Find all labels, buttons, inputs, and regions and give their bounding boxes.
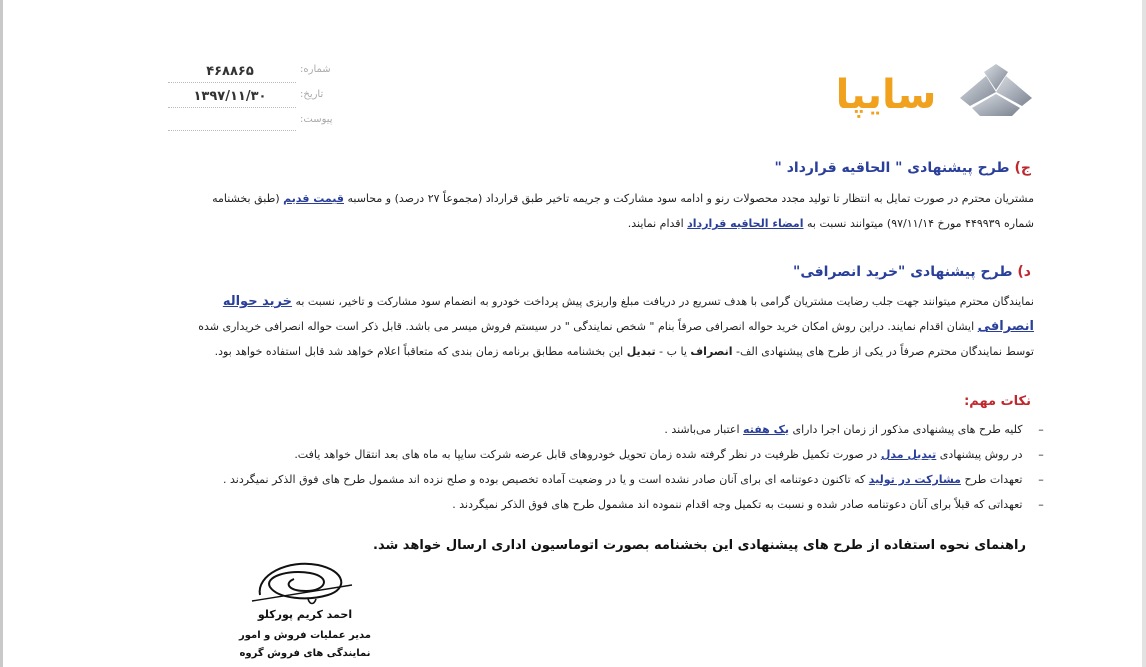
note-4-text: تعهداتی که قبلاً برای آنان دعوتنامه صادر شده و نسبت به تکمیل وجه اقدام ننموده اند مشمول طرح های فوق الذکر نمیگردند . xyxy=(452,498,1023,511)
withdrawal-bold: انصراف xyxy=(690,345,733,358)
old-price-highlight: قیمت قدیم xyxy=(283,192,344,205)
logo-text: سایپا xyxy=(835,72,937,118)
attachment-dots xyxy=(168,130,296,131)
sign-amendment-highlight: امضاء الحاقیه قرارداد xyxy=(687,217,804,230)
note-item-4 xyxy=(156,495,1056,515)
model-change-highlight: تبدیل مدل xyxy=(880,448,937,461)
saipa-logo-icon xyxy=(956,62,1036,120)
note-3-start: تعهدات طرح xyxy=(964,473,1023,486)
note-2-start: در روش پیشنهادی xyxy=(939,448,1023,461)
date-dots xyxy=(168,107,296,108)
note-dash: – xyxy=(1038,448,1044,461)
section-d-title-text: طرح پیشنهادی "خرید انصرافی" xyxy=(793,264,1013,280)
number-dots xyxy=(168,82,296,83)
note-item-3 xyxy=(156,470,1056,490)
note-3-end: که تاکنون دعوتنامه ای برای آنان صادر نشده است و یا در وضعیت آماده تخصیص بوده و صلح نزده اند مشمول طرح های فوق الذکر نمیگردند . xyxy=(222,473,866,486)
notes-title: نکات مهم: xyxy=(964,394,1031,409)
section-d-line-2 xyxy=(44,314,1034,339)
number-value: ۴۶۸۸۶۵ xyxy=(206,64,254,79)
withdrawal-highlight: انصرافی xyxy=(977,319,1034,334)
date-row xyxy=(0,89,400,109)
section-d-mark: د) xyxy=(1017,264,1031,280)
note-1-end: اعتبار می‌باشند . xyxy=(664,423,740,436)
note-1-start: کلیه طرح های پیشنهادی مذکور از زمان اجرا دارای xyxy=(792,423,1023,436)
signatory-role-2: نمایندگی های فروش گروه xyxy=(239,648,371,659)
section-d-line-1 xyxy=(44,289,1034,314)
production-participation-bold: مشارکت در تولید xyxy=(868,473,961,486)
section-d-line-3-start: توسط نمایندگان محترم صرفاً در یکی از طرح های پیشنهادی الف- xyxy=(736,345,1034,358)
one-week-highlight: یک هفته xyxy=(743,423,789,436)
attachment-row xyxy=(0,114,400,134)
section-d-paragraph xyxy=(44,289,1034,364)
section-c-paragraph xyxy=(44,186,1034,236)
section-d-line-3 xyxy=(44,339,1034,364)
section-d-line-3-mid: یا ب - xyxy=(659,345,687,358)
signatory-name: احمد کریم پورکلو xyxy=(257,608,353,621)
section-c-title xyxy=(775,160,1031,176)
date-value: ۱۳۹۷/۱۱/۳۰ xyxy=(193,89,267,104)
section-d-line-1-text: نمایندگان محترم میتوانند جهت جلب رضایت مشتریان گرامی با هدف تسریع در دریافت مبلغ واریزی پیش پرداخت خودرو به انضمام سود مشارکت و تاخیر، نسبت به xyxy=(295,295,1034,308)
note-2-end: در صورت تکمیل ظرفیت در نظر گرفته شده زمان تحویل خودروهای قابل عرضه شرکت سایپا به ماه های بعد انتقال خواهد یافت. xyxy=(294,448,878,461)
section-c-line-2 xyxy=(44,211,1034,236)
signature-icon xyxy=(248,555,358,607)
section-c-line-1 xyxy=(44,186,1034,211)
section-c-line-1-end: (طبق بخشنامه xyxy=(212,192,280,205)
section-c-mark: ج) xyxy=(1014,160,1031,176)
section-c-title-text: طرح پیشنهادی " الحاقیه قرارداد " xyxy=(774,160,1010,176)
section-d-line-2-text: ایشان اقدام نمایند. دراین روش امکان خرید حواله انصرافی صرفاً بنام " شخص نمایندگی " در سیستم فروش میسر می باشد. قابل ذکر است حواله انصرافی خریداری شده xyxy=(198,320,975,333)
guide-sentence: راهنمای نحوه استفاده از طرح های پیشنهادی این بخشنامه بصورت اتوماسیون اداری ارسال خواهد شد. xyxy=(373,538,1026,553)
page-right-edge xyxy=(1142,0,1146,667)
number-label: شماره: xyxy=(300,64,331,75)
section-c-line-2-start: شماره ۴۴۹۹۳۹ مورخ ۹۷/۱۱/۱۴) میتوانند نسبت به xyxy=(807,217,1034,230)
section-c-line-2-end: اقدام نمایند. xyxy=(627,217,684,230)
section-d-title xyxy=(793,264,1031,280)
note-dash: – xyxy=(1038,498,1044,511)
conversion-bold: تبدیل xyxy=(626,345,656,358)
note-item-2 xyxy=(156,445,1056,465)
date-label: تاریخ: xyxy=(300,89,324,100)
attachment-label: پیوست: xyxy=(300,114,333,125)
section-c-line-1-text: مشتریان محترم در صورت تمایل به انتظار تا تولید مجدد محصولات رنو و ادامه سود مشارکت و جریمه تاخیر طبق قرارداد (مجموعاً ۲۷ درصد) و محاسبه xyxy=(347,192,1034,205)
note-item-1 xyxy=(156,420,1056,440)
note-dash: – xyxy=(1038,473,1044,486)
buy-voucher-highlight: خرید حواله xyxy=(222,294,292,309)
section-d-line-3-end: این بخشنامه مطابق برنامه زمان بندی که متعاقباً اعلام خواهد شد قابل استفاده خواهد بود. xyxy=(214,345,624,358)
number-row xyxy=(0,64,400,84)
signatory-role-1: مدیر عملیات فروش و امور xyxy=(238,630,372,641)
note-dash: – xyxy=(1038,423,1044,436)
